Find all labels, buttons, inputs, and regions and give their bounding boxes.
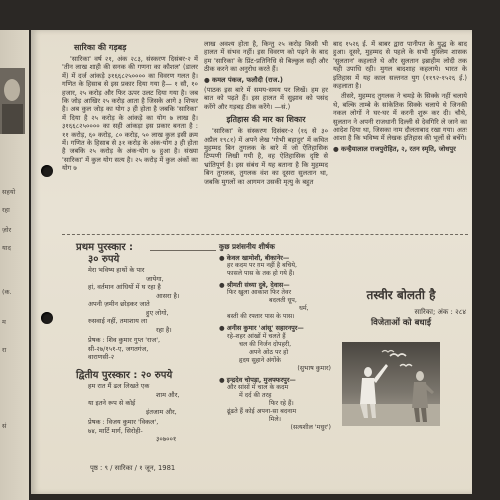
prize-label: प्रथम पुरस्कार : — [76, 242, 134, 253]
prize-label — [76, 370, 216, 382]
entry-line: धर्म, — [299, 305, 309, 313]
entry-line: ढूंढते हैं कोई अपना-सा बदनाम — [227, 407, 297, 415]
letter-body: तीसरे, मुहम्मद तुगलक ने चमड़े के सिक्के नहीं चलाये थे, बल्कि ताम्बे के सांकेतिक सिक्के चलाये थे जिनकी नकल लोगों ने घर-घर में करनी शुरू कर दी। चौथे, सुलतान ने अपनी राजधानी दिल्ली से देवगिरि ले जाने का आदेश दिया था, जिसका नाम दौलताबाद रखा गया। अतः आशा है कि भविष्य में लेखक इतिहास की भूलों से बचेंगे। — [333, 92, 467, 143]
picture-talks-heading: तस्वीर बोलती है — [366, 288, 436, 302]
commendable-entry — [219, 254, 331, 278]
second-prize-block — [76, 370, 216, 444]
previous-page-edge — [0, 30, 29, 500]
poem-line: मेरा भविष्य हाथों के पार — [88, 266, 145, 274]
entry-line: में दर्द की तरह — [239, 391, 272, 399]
strip-fragment: ज़ोर — [2, 226, 12, 234]
entry-line: बदलती धूप, — [269, 297, 297, 305]
poem-line: हम रात मैं ढल लिखते एक — [88, 382, 150, 390]
letter-body: 'सारिका' के संस्करण दिसंबर-२ (१६ से ३० अप्रैल १९८१) में अपने लेख 'गोभी बहादुर' में कथित मुहम्मद बिन तुगलक के बारे में जो ऐतिहासिक टिप्पणी लिखी गयी है, वह ऐतिहासिक दृष्टि से भ्रांतिपूर्ण है। इस संबंध में यह बताना है कि मुहम्मद बिन तुगलक, तुगलक वंश का दूसरा सुलतान था, जबकि मुगलों का आगमन उसकी मृत्यु के बहुत — [204, 127, 328, 186]
poem-line: या इतने रूप से कोई — [88, 399, 136, 407]
entry-line: अपने ओठ पर हो — [249, 348, 289, 356]
poem-line: अपनी ज़मीन छोड़कर जाते — [88, 300, 150, 308]
photo-figure-2-head — [416, 371, 424, 381]
entry-credit: (सुभाष कुमार) — [297, 364, 331, 372]
entry-line: फासले पास के तक हो गये हैं। — [227, 270, 295, 278]
commendable-entry — [219, 281, 331, 321]
entry-line: हृदय सुहाने अंगोंके — [239, 356, 282, 364]
commendable-entry — [219, 324, 331, 372]
commendable-heading: कुछ प्रशंसनीय शीर्षक — [219, 242, 275, 251]
poem-line: रहा है। — [156, 325, 172, 334]
commendable-entry — [219, 376, 331, 432]
letter-body: 'सारिका' वर्ष २१, अंक २८३, संस्करण दिसंबर-२ में 'तीन लाख शाही की सनक की गणना का कौशल' (डालर में) में दर्ज आंकड़े ३१६६८२५०००० का विवरण गलत है। गणित के हिसाब से इस प्रकार दिया गया है— १ सौ, १० हजार, २५ करोड़ और फिर ऊपर उलट दिया गया है। जब कि जोड़ आखिर २५ करोड़ आता है जिसके आगे ३ शिफर है। अब कुल जोड़ का योग ३ ही होता है जबकि 'सारिका' में दिया है २५ करोड़ के आंकड़े का योग ७ लाख है। ३१६६८२५०००० का सही आंकड़ा इस प्रकार बनता है : ११ करोड़, ६० करोड़, ८० करोड़, ५० लाख कुल इसी क्रम में। गणित के हिसाब से ३१ करोड़ के अंक-योग ३ ही होता है जबकि २५ करोड़ के अंक-योग ७ हुआ है। संख्या 'सारिका' में कुल योग सत्य है। २५ करोड़ में कुल अंकों का योग ७ — [62, 55, 198, 173]
entry-line: मिले। — [269, 415, 282, 423]
letter-body: लाख अवश्य होता है, किन्तु २५ करोड़ किसी भी हालत में संभव नहीं। इस विवरण को पढ़ने के बाद हम 'सारिका' के प्रिंट-प्रतिनिधि से बिल्कुल सही और ठीक करने का अनुरोध करते हैं। — [204, 40, 328, 74]
photo-face — [4, 79, 20, 101]
letter-heading: इतिहास की मार का शिकार — [226, 115, 306, 125]
section-divider — [62, 234, 468, 235]
strip-fragment: (क. — [2, 288, 12, 296]
commendable-titles — [219, 242, 331, 435]
entry-line: रहे-शहर आंखों में चलते हैं — [227, 332, 286, 340]
letter-signature: ● कन्हैयालाल राजपुरोहित, २, रतन स्मृति, जोधपुर — [333, 144, 456, 153]
sender-line: वाराणसी-२ — [88, 353, 115, 361]
contest-photo — [342, 342, 440, 426]
entry-author: ● केवल खामोशी, बीकानेर— — [219, 254, 290, 262]
poem-line: आसरा है। — [156, 291, 180, 300]
poem-line: जायेगा, — [146, 274, 164, 283]
strip-fragment: याद — [2, 244, 11, 252]
page-footer: पृष्ठ : ९ / सारिका / १ जून, 1981 — [90, 464, 176, 472]
entry-author: ● श्रीमती संध्या दुबे, देवास— — [219, 281, 290, 290]
letter-column-1 — [62, 42, 198, 175]
entry-line: फिर रहे हैं। — [269, 399, 294, 407]
strip-fragment: सं — [2, 422, 7, 430]
prize-heading-rule — [150, 250, 216, 251]
strip-fragment: म — [2, 318, 6, 326]
poem-line: हुए लोगो, — [146, 308, 169, 317]
letter-column-3 — [333, 40, 467, 155]
binder-hole — [41, 312, 53, 324]
entry-line: और सांसों में चाल के कदम — [227, 383, 289, 391]
sender-line: प्रेषक : विजय कुमार 'विकल', — [88, 418, 159, 426]
strip-fragment: रा — [2, 346, 7, 354]
photo-figure-head — [364, 367, 372, 377]
sender-line: प्रेषक : शिव कुमार गुप्त 'राज', — [88, 336, 161, 344]
first-prize-block — [76, 242, 216, 362]
photo-figure-body — [360, 378, 376, 404]
entry-line: चल की निर्जन दोपहरी, — [239, 340, 292, 348]
entry-line: हर कदम पर ग़म नहीं है बचिये, — [227, 262, 298, 270]
poem-line: रुसवाई नहीं, तमाशाय ला — [88, 317, 148, 325]
poem-line: इंतजाम और, — [146, 407, 177, 416]
letter-body: बाद १५२६ ई. में बाबर द्वारा पानीपत के युद्ध के बाद हुआ। दूसरे, मुहम्मद से पहले के सभी मुस्लिम शासक 'सुलतान' कहलाते थे और सुलतान इब्राहीम लोदी तक यही उपाधि रही। मुगल बादशाह कहलाये। भारत के इतिहास में यह काल सल्तनत युग (११९२-१५२६ ई.) कहलाता है। — [333, 40, 467, 91]
entry-author: ● अनीस कुमार 'आंसू' सहारनपुर— — [219, 324, 304, 333]
prize-amount: ३० रुपये — [88, 254, 120, 265]
entry-line: बस्ती की रफ्तार पास के पास। — [227, 313, 295, 321]
strip-fragment: सहयो — [2, 188, 16, 196]
prize-label-text: द्वितीय पुरस्कार : — [76, 370, 138, 381]
previous-page-photo — [0, 68, 25, 134]
poem-line: हां, वर्तमान आंधियों में घ रहा है — [88, 283, 161, 291]
sender-line: ७४, मार्टि मार्ग, सिरोही- — [88, 426, 143, 435]
prize-amount: २० रुपये — [140, 370, 173, 381]
editor-note: (पाठक इस बारे में समय-समय पर लिखें। हम हर बात को पढ़ते हैं। इस हालत में सुझाव को पसंद करेंगे और गड़बड़ ठीक करेंगे। —सं.) — [204, 86, 328, 111]
letter-heading: सारिका की गड़बड़ — [74, 43, 127, 52]
sender-line: ३०७००१ — [156, 435, 177, 443]
picture-talks-subtitle: विजेताओं को बधाई — [370, 318, 432, 328]
letter-column-2 — [204, 40, 328, 188]
photo-shoulders — [2, 104, 23, 134]
binder-hole — [41, 165, 53, 177]
sender-line: सी-२७/१५१-ए, जगतगंज, — [88, 344, 149, 353]
picture-talks-issue: सारिका; अंक : २८४ — [414, 308, 466, 316]
entry-line: फिर खुला आकाश फिर तेवर — [227, 289, 292, 297]
letter-signature: ● कमल पंकज, फलौदी (राज.) — [204, 75, 283, 84]
entry-author: ● इन्द्रदेव चोपड़ा, मुजफ्फरपुर— — [219, 375, 296, 384]
poem-line: शाम और, — [156, 390, 180, 399]
entry-credit: (सत्यशील 'मधुर') — [290, 423, 331, 431]
strip-fragment: रहा — [2, 206, 10, 214]
